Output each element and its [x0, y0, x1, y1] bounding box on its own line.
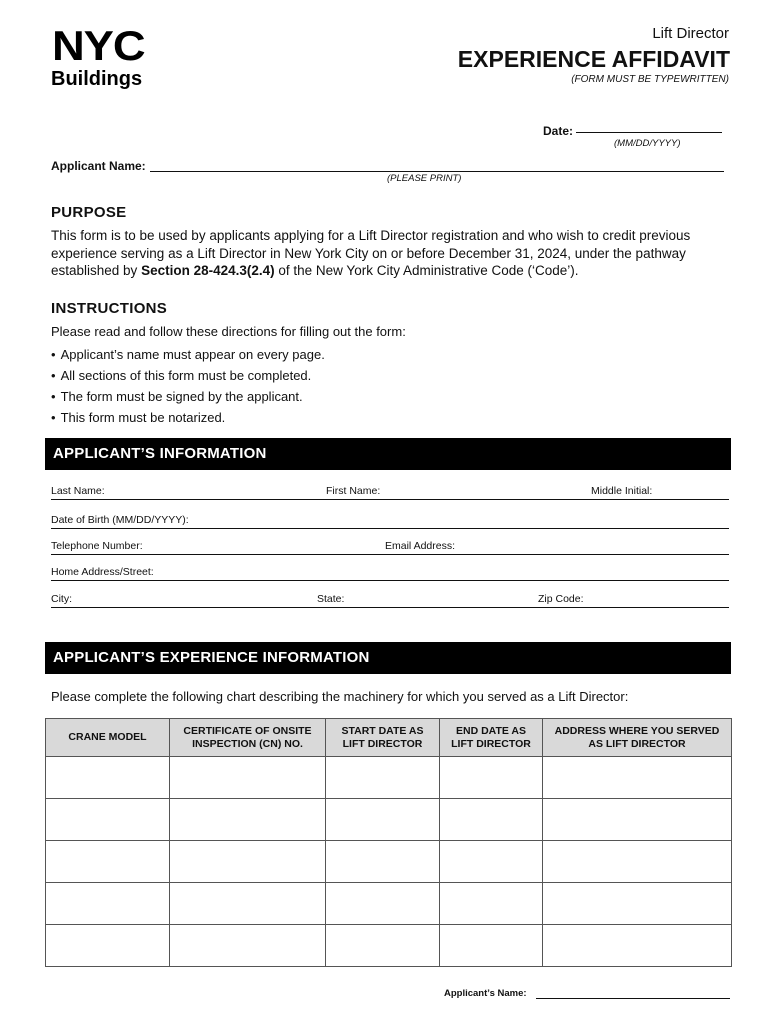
table-row: [46, 799, 732, 841]
applicant-info-bar: APPLICANT’S INFORMATION: [45, 438, 731, 470]
table-cell[interactable]: [440, 799, 543, 841]
email-label: Email Address:: [385, 540, 456, 552]
col-start-date: START DATE AS LIFT DIRECTOR: [326, 719, 440, 757]
date-hint: (MM/DD/YYYY): [614, 138, 681, 149]
table-cell[interactable]: [543, 841, 732, 883]
form-note: (FORM MUST BE TYPEWRITTEN): [571, 74, 729, 85]
table-cell[interactable]: [170, 883, 326, 925]
city-state-zip-row[interactable]: [51, 593, 729, 608]
col-crane-model: CRANE MODEL: [46, 719, 170, 757]
table-cell[interactable]: [170, 757, 326, 799]
table-cell[interactable]: [440, 925, 543, 967]
instructions-intro: Please read and follow these directions for filling out the form:: [51, 324, 406, 339]
experience-intro: Please complete the following chart describing the machinery for which you served as a Lift Director:: [51, 689, 629, 704]
contact-fields-row[interactable]: [51, 540, 729, 555]
table-cell[interactable]: [170, 925, 326, 967]
table-cell[interactable]: [46, 757, 170, 799]
instructions-section: [51, 300, 167, 317]
zip-label: Zip Code:: [538, 593, 584, 605]
name-fields-row[interactable]: [51, 485, 729, 500]
table-row: [46, 757, 732, 799]
date-label: Date:: [543, 124, 574, 138]
table-cell[interactable]: [46, 883, 170, 925]
list-item: • The form must be signed by the applicant.: [51, 386, 325, 407]
date-field[interactable]: [576, 132, 722, 133]
form-title: EXPERIENCE AFFIDAVIT: [457, 46, 730, 72]
col-cn-number: CERTIFICATE OF ONSITE INSPECTION (CN) NO.: [170, 719, 326, 757]
telephone-label: Telephone Number:: [51, 540, 143, 552]
experience-info-bar: APPLICANT’S EXPERIENCE INFORMATION: [45, 642, 731, 674]
table-cell[interactable]: [440, 841, 543, 883]
applicant-name-field[interactable]: [150, 171, 724, 172]
table-cell[interactable]: [440, 757, 543, 799]
form-subtitle: Lift Director: [652, 25, 729, 42]
table-cell[interactable]: [170, 841, 326, 883]
buildings-logo-text: Buildings: [51, 68, 143, 90]
table-header-row: [46, 719, 732, 757]
table-cell[interactable]: [326, 841, 440, 883]
last-name-label: Last Name:: [51, 485, 105, 497]
purpose-section: [51, 204, 126, 221]
table-cell[interactable]: [46, 841, 170, 883]
list-item: • Applicant’s name must appear on every page.: [51, 344, 325, 365]
table-row: [46, 883, 732, 925]
footer-applicant-name-label: Applicant’s Name:: [444, 988, 527, 999]
table-cell[interactable]: [543, 799, 732, 841]
table-cell[interactable]: [543, 757, 732, 799]
table-cell[interactable]: [46, 799, 170, 841]
address-label: Home Address/Street:: [51, 566, 154, 578]
table-cell[interactable]: [326, 925, 440, 967]
purpose-text: [51, 227, 721, 280]
instructions-list: [51, 344, 325, 428]
table-cell[interactable]: [326, 883, 440, 925]
city-label: City:: [51, 593, 72, 605]
nyc-logo: NYC: [52, 22, 145, 69]
purpose-text-part: of the New York City Administrative Code (‘Code’).: [274, 263, 579, 278]
applicant-name-hint: (PLEASE PRINT): [387, 173, 462, 184]
code-section-ref: Section 28-424.3(2.4): [141, 263, 275, 278]
instructions-heading: INSTRUCTIONS: [51, 300, 168, 317]
dob-field[interactable]: [51, 514, 729, 529]
footer-applicant-name-field[interactable]: [536, 998, 730, 999]
applicant-name-label: Applicant Name:: [51, 159, 146, 173]
state-label: State:: [317, 593, 345, 605]
col-end-date: END DATE AS LIFT DIRECTOR: [440, 719, 543, 757]
address-field[interactable]: [51, 566, 729, 581]
first-name-label: First Name:: [326, 485, 381, 497]
table-cell[interactable]: [326, 757, 440, 799]
list-item: • This form must be notarized.: [51, 407, 325, 428]
table-cell[interactable]: [326, 799, 440, 841]
table-cell[interactable]: [46, 925, 170, 967]
col-address: ADDRESS WHERE YOU SERVED AS LIFT DIRECTOR: [543, 719, 732, 757]
table-row: [46, 925, 732, 967]
table-cell[interactable]: [170, 799, 326, 841]
dob-label: Date of Birth (MM/DD/YYYY):: [51, 514, 189, 526]
purpose-heading: PURPOSE: [51, 204, 127, 221]
table-cell[interactable]: [543, 883, 732, 925]
middle-initial-label: Middle Initial:: [591, 485, 653, 497]
experience-table: [45, 718, 732, 967]
table-row: [46, 841, 732, 883]
purpose-text-part: This form is to be used by applicants applying for a Lift Director registration and who wish to credit previous experience serving as a Lift Director in New York City on or before December 31, 2024, under the pathway established by: [51, 228, 691, 278]
table-cell[interactable]: [543, 925, 732, 967]
table-cell[interactable]: [440, 883, 543, 925]
list-item: • All sections of this form must be completed.: [51, 365, 325, 386]
